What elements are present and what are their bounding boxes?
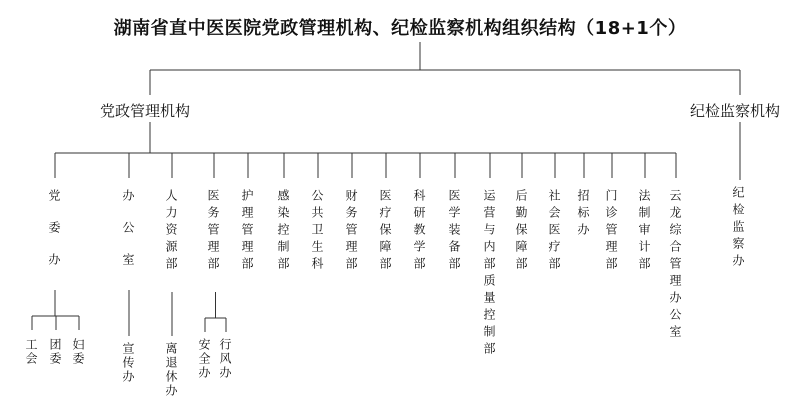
chart-title: 湖南省直中医医院党政管理机构、纪检监察机构组织结构（18+1个）	[113, 18, 687, 39]
sub-unit-label: 宣传办	[121, 342, 135, 384]
department-label: 云龙综合管理办公室	[668, 189, 682, 342]
department-label: 医务管理部	[206, 189, 220, 274]
sub-unit-label: 离退休办	[164, 342, 178, 398]
department-label: 人力资源部	[164, 189, 178, 274]
sub-unit-label: 妇委	[71, 338, 85, 366]
department-label: 后勤保障部	[514, 189, 528, 274]
department-label: 运营与内部质量控制部	[482, 189, 496, 359]
department-label: 公共卫生科	[310, 189, 324, 274]
discipline-unit: 纪检监察办	[731, 186, 745, 271]
department-label: 科研教学部	[412, 189, 426, 274]
party-branch-label: 党政管理机构	[100, 102, 191, 120]
department-label: 办公室	[121, 189, 135, 285]
department-label: 社会医疗部	[547, 189, 561, 274]
department-label: 医疗保障部	[378, 189, 392, 274]
discipline-branch-label: 纪检监察机构	[690, 102, 781, 120]
department-label: 医学装备部	[447, 189, 461, 274]
department-label: 招标办	[576, 189, 590, 240]
department-label: 感染控制部	[276, 189, 290, 274]
sub-unit-label: 工会	[24, 338, 38, 366]
sub-unit-label: 安全办	[197, 338, 211, 380]
sub-unit-label: 团委	[48, 338, 62, 366]
department-label: 护理管理部	[240, 189, 254, 274]
sub-unit-label: 行风办	[218, 338, 232, 380]
department-label: 门诊管理部	[604, 189, 618, 274]
department-label: 财务管理部	[344, 189, 358, 274]
department-label: 党委办	[47, 189, 61, 285]
department-label: 法制审计部	[637, 189, 651, 274]
